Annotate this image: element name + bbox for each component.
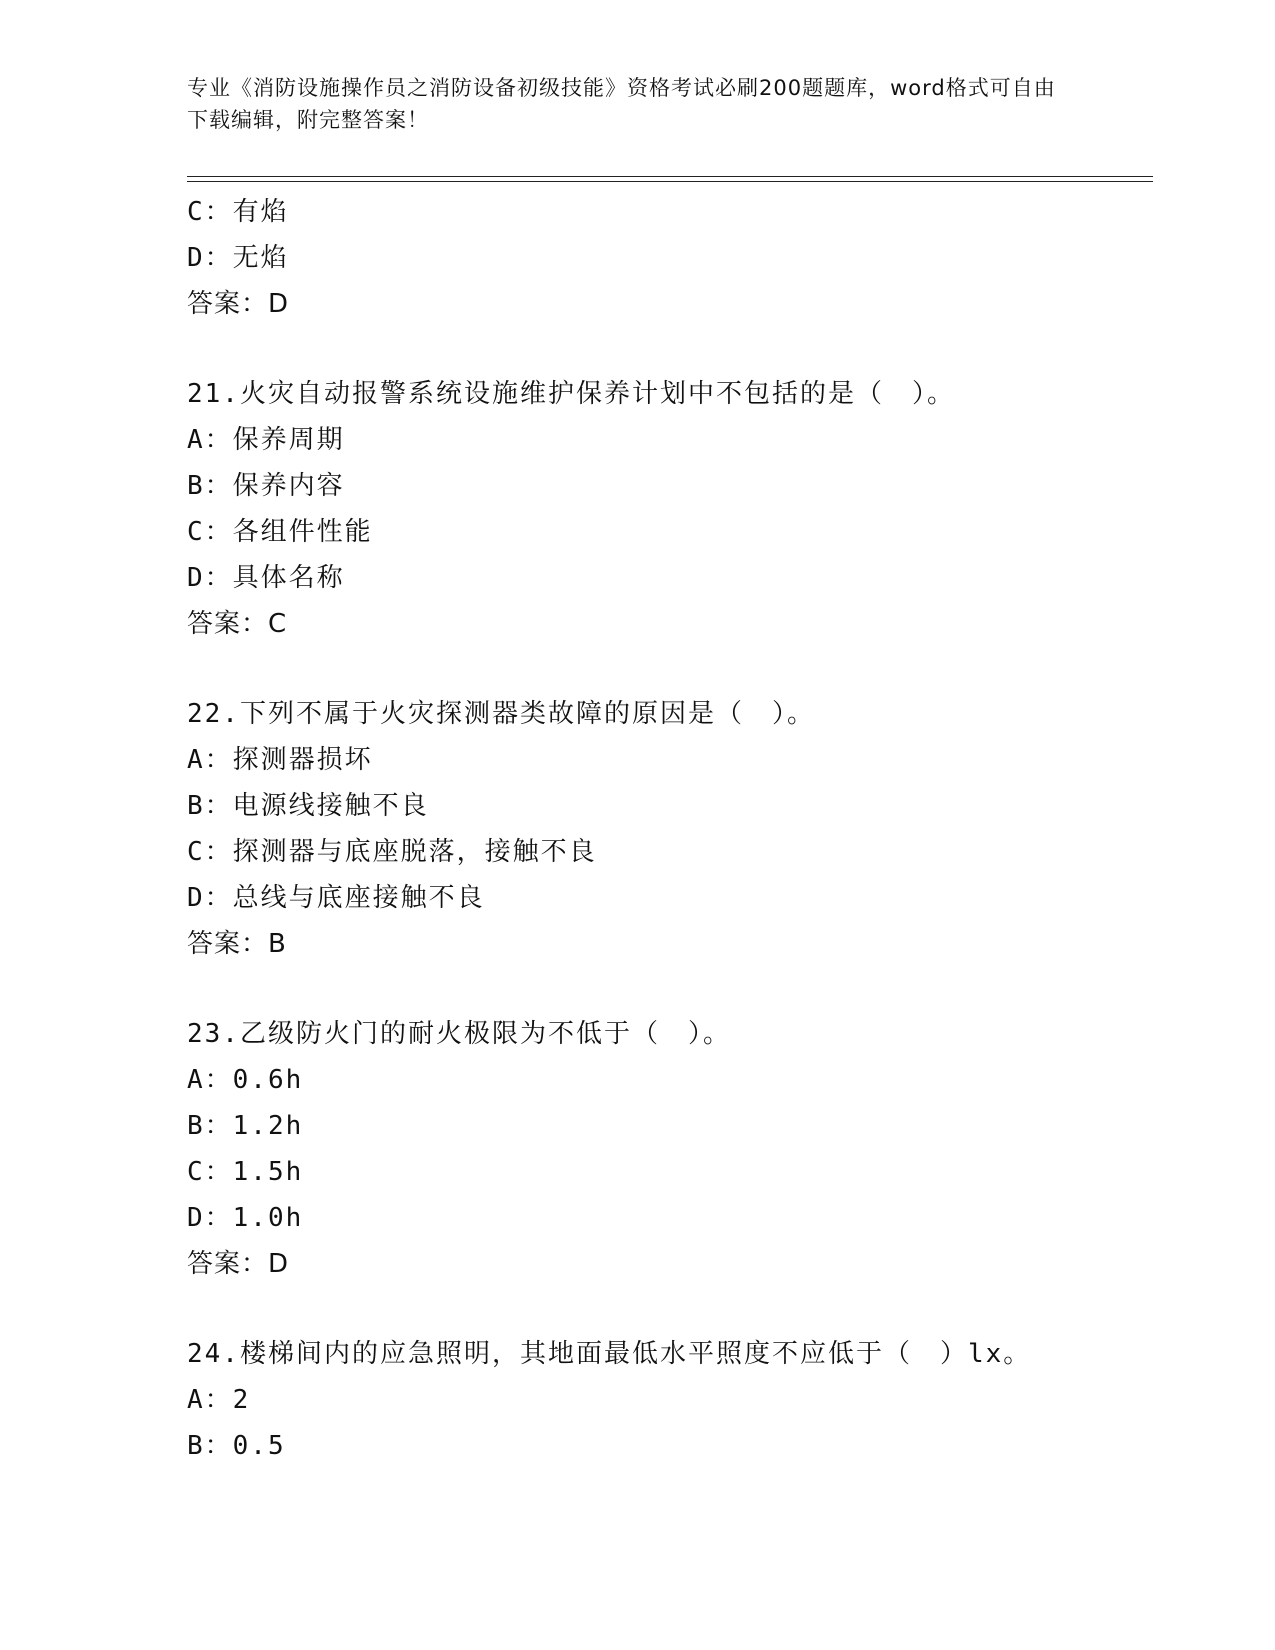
question-20-continued (187, 189, 1147, 327)
question-stem: 21.火灾自动报警系统设施维护保养计划中不包括的是（ ）。 (187, 379, 955, 409)
question-list (187, 189, 1147, 1469)
question-stem: 24.楼梯间内的应急照明，其地面最低水平照度不应低于（ ）lx。 (187, 1339, 1032, 1369)
option-a: A：0.6h (187, 1065, 304, 1095)
option-d: D：1.0h (187, 1203, 304, 1233)
option-a: A：探测器损坏 (187, 745, 373, 775)
header-divider-bottom (187, 181, 1153, 182)
question-stem: 23.乙级防火门的耐火极限为不低于（ ）。 (187, 1019, 731, 1049)
option-b: B：电源线接触不良 (187, 791, 429, 821)
document-header: 专业《消防设施操作员之消防设备初级技能》资格考试必刷200题题库，word格式可自由下载编辑，附完整答案！ (187, 76, 1056, 132)
question-23 (187, 1011, 1147, 1287)
header-divider-top (187, 176, 1153, 177)
answer-line: 答案：B (187, 929, 287, 959)
option-d: D：总线与底座接触不良 (187, 883, 485, 913)
answer-line: 答案：C (187, 609, 288, 639)
option-a: A：保养周期 (187, 425, 345, 455)
answer-line: 答案：D (187, 1249, 290, 1279)
option-a: A：2 (187, 1385, 251, 1415)
option-b: B：1.2h (187, 1111, 304, 1141)
option-c: C：有焰 (187, 197, 289, 227)
option-d: D：无焰 (187, 243, 289, 273)
question-22 (187, 691, 1147, 967)
option-b: B：保养内容 (187, 471, 345, 501)
option-d: D：具体名称 (187, 563, 345, 593)
question-21 (187, 371, 1147, 647)
option-c: C：1.5h (187, 1157, 304, 1187)
question-stem: 22.下列不属于火灾探测器类故障的原因是（ ）。 (187, 699, 815, 729)
option-b: B：0.5 (187, 1431, 286, 1461)
option-c: C：探测器与底座脱落，接触不良 (187, 837, 597, 867)
question-24 (187, 1331, 1147, 1469)
option-c: C：各组件性能 (187, 517, 373, 547)
answer-line: 答案：D (187, 289, 290, 319)
